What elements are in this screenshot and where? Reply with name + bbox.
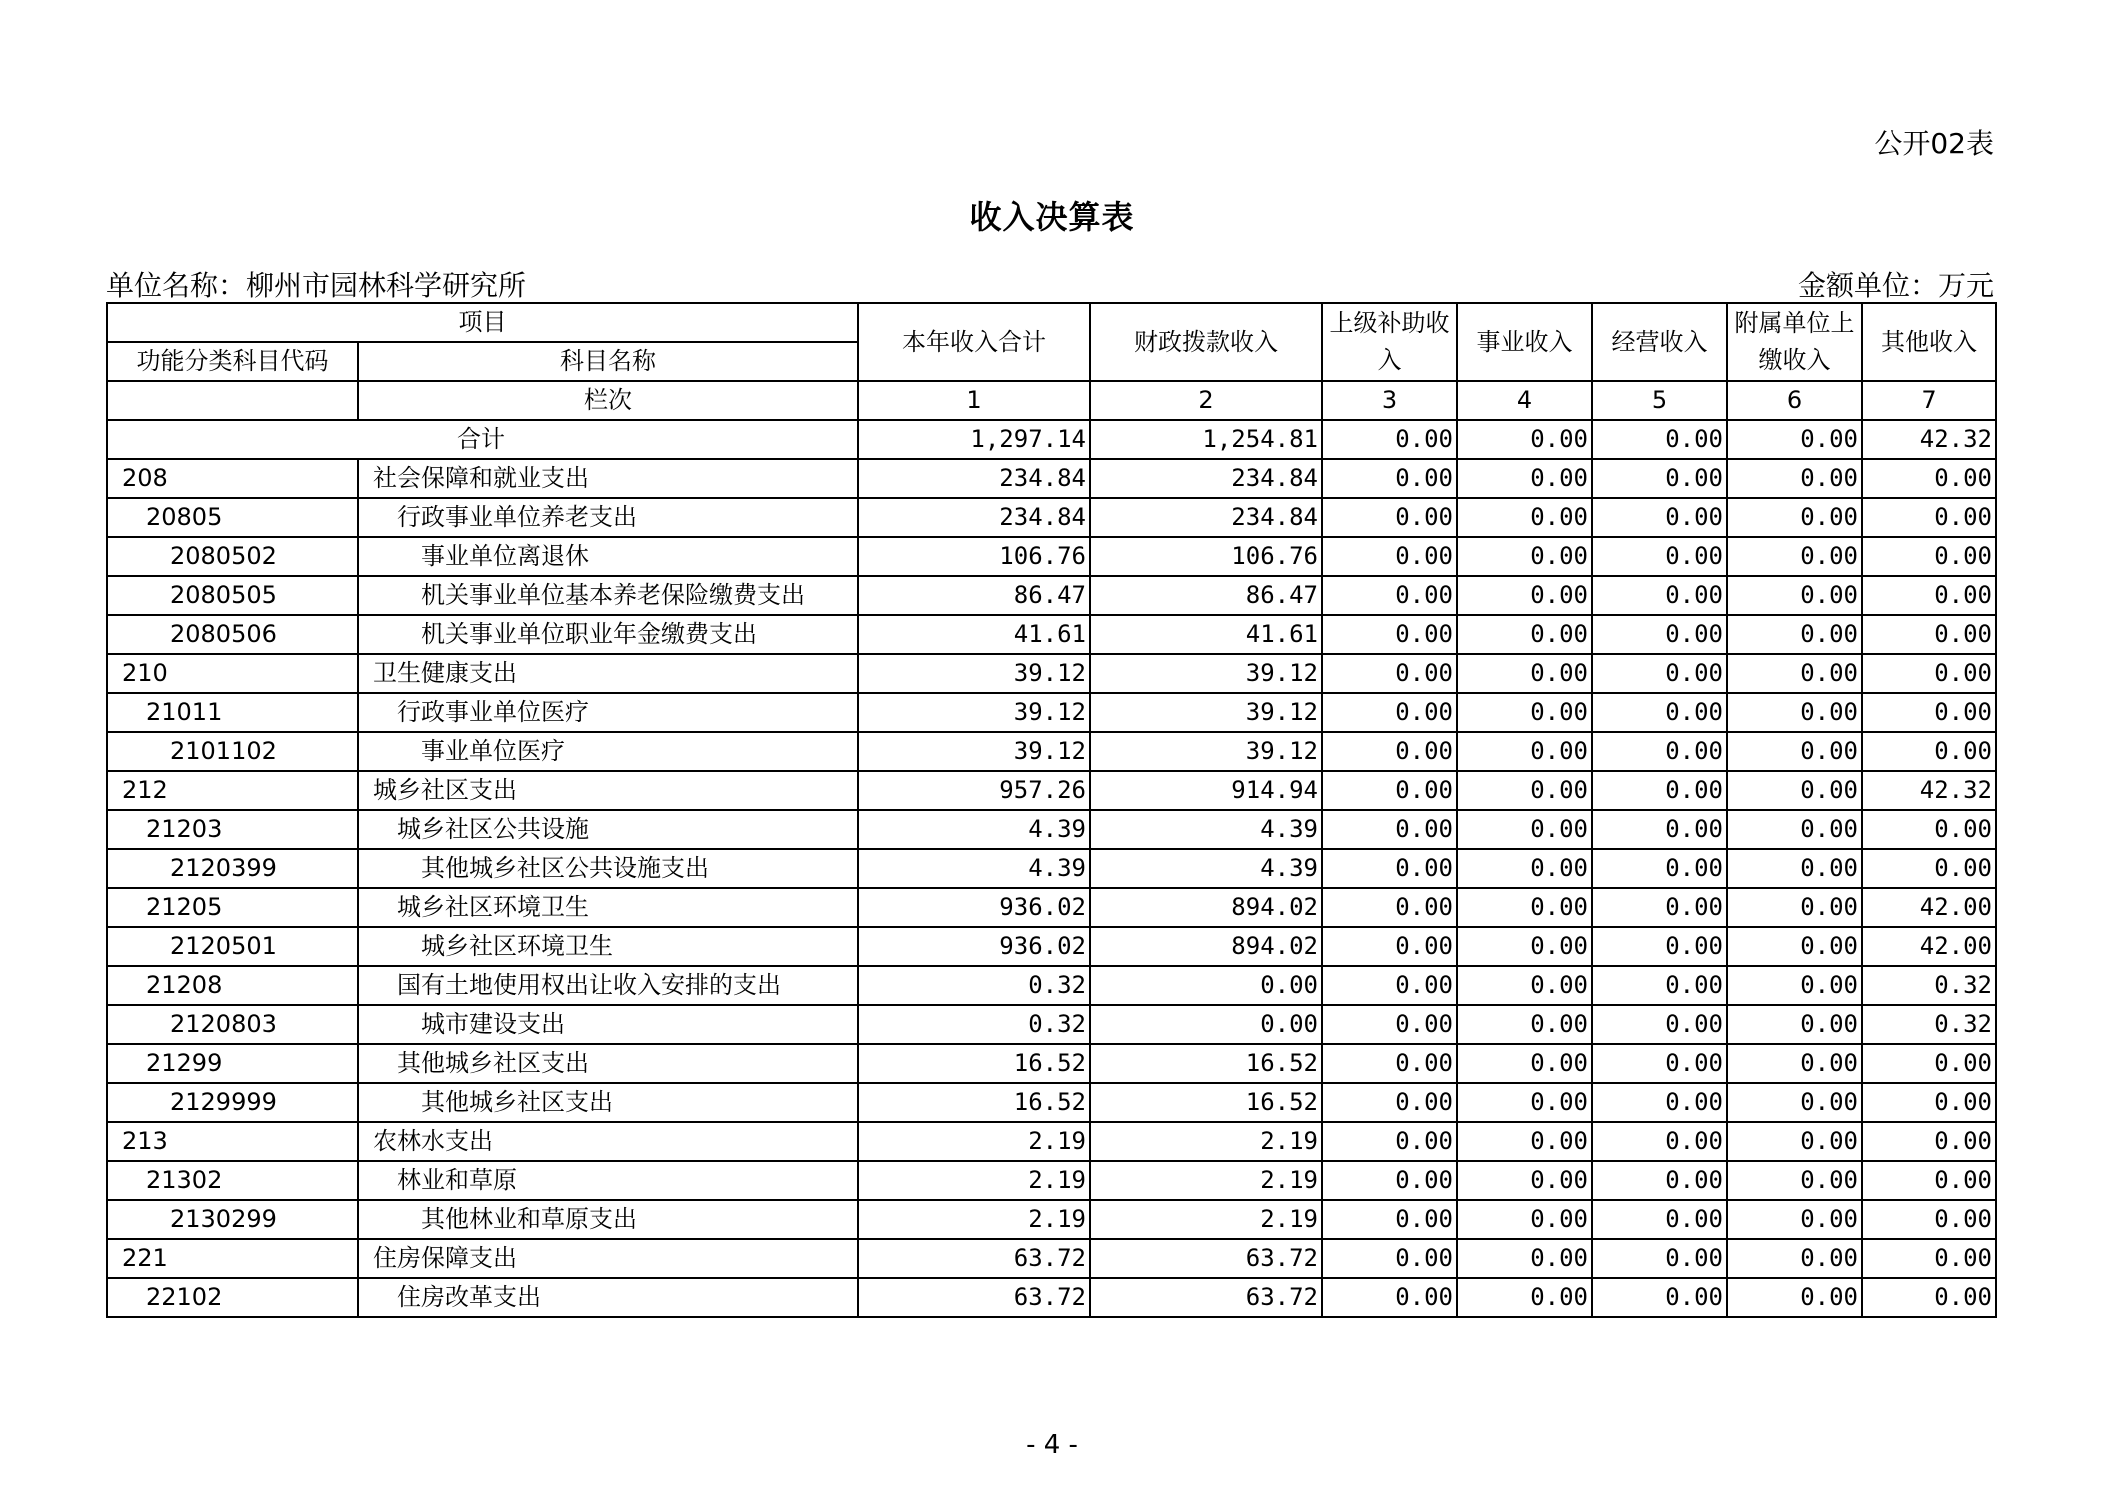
amount-cell: 0.32: [858, 966, 1090, 1005]
amount-cell: 0.00: [1457, 498, 1592, 537]
amount-cell: 0.00: [1457, 927, 1592, 966]
subject-code: 212: [107, 771, 358, 810]
amount-cell: 0.00: [1457, 888, 1592, 927]
amount-cell: 0.00: [1592, 1083, 1727, 1122]
total-value: 0.00: [1592, 420, 1727, 459]
amount-cell: 39.12: [858, 732, 1090, 771]
total-value: 1,254.81: [1090, 420, 1322, 459]
amount-cell: 0.00: [1727, 732, 1862, 771]
amount-cell: 894.02: [1090, 927, 1322, 966]
amount-cell: 86.47: [858, 576, 1090, 615]
amount-cell: 0.00: [1322, 576, 1457, 615]
amount-cell: 4.39: [858, 810, 1090, 849]
amount-cell: 0.00: [1322, 1005, 1457, 1044]
header-business: 事业收入: [1457, 303, 1592, 381]
amount-unit: 金额单位：万元: [1797, 269, 1994, 302]
subject-code: 2129999: [107, 1083, 358, 1122]
total-label: 合计: [107, 420, 858, 459]
amount-cell: 16.52: [1090, 1044, 1322, 1083]
table-row: [107, 927, 1996, 966]
amount-cell: 0.00: [1862, 498, 1996, 537]
subject-code: 2120501: [107, 927, 358, 966]
amount-cell: 0.00: [1322, 1161, 1457, 1200]
header-num: 1: [858, 381, 1090, 420]
amount-cell: 0.00: [1862, 1200, 1996, 1239]
amount-cell: 0.00: [1457, 810, 1592, 849]
amount-cell: 0.00: [1457, 1239, 1592, 1278]
subject-name: 国有土地使用权出让收入安排的支出: [358, 966, 858, 1005]
table-row: [107, 849, 1996, 888]
amount-cell: 0.00: [1592, 771, 1727, 810]
amount-cell: 0.00: [1457, 1200, 1592, 1239]
subject-code: 221: [107, 1239, 358, 1278]
amount-cell: 0.00: [1727, 654, 1862, 693]
amount-cell: 936.02: [858, 927, 1090, 966]
header-superior: 上级补助收入: [1322, 303, 1457, 381]
total-value: 1,297.14: [858, 420, 1090, 459]
amount-cell: 0.00: [1457, 1005, 1592, 1044]
amount-cell: 0.00: [1457, 654, 1592, 693]
amount-cell: 0.00: [1862, 1161, 1996, 1200]
income-table: [106, 302, 1997, 1318]
table-row: [107, 966, 1996, 1005]
total-value: 42.32: [1862, 420, 1996, 459]
subject-code: 208: [107, 459, 358, 498]
amount-cell: 936.02: [858, 888, 1090, 927]
total-value: 0.00: [1457, 420, 1592, 459]
amount-cell: 234.84: [1090, 459, 1322, 498]
amount-cell: 0.00: [1592, 927, 1727, 966]
subject-code: 2101102: [107, 732, 358, 771]
table-row: [107, 537, 1996, 576]
amount-cell: 0.00: [1322, 810, 1457, 849]
amount-cell: 0.00: [1862, 654, 1996, 693]
amount-cell: 894.02: [1090, 888, 1322, 927]
table-row: [107, 1161, 1996, 1200]
subject-name: 城市建设支出: [358, 1005, 858, 1044]
subject-code: 2080505: [107, 576, 358, 615]
header-num: 2: [1090, 381, 1322, 420]
amount-cell: 0.00: [1457, 732, 1592, 771]
amount-cell: 0.00: [1592, 966, 1727, 1005]
amount-cell: 0.00: [1727, 1044, 1862, 1083]
subject-name: 城乡社区环境卫生: [358, 927, 858, 966]
amount-cell: 0.00: [1727, 1083, 1862, 1122]
amount-cell: 0.00: [1592, 615, 1727, 654]
amount-cell: 0.00: [1592, 1005, 1727, 1044]
amount-cell: 0.00: [1862, 1122, 1996, 1161]
amount-cell: 0.00: [1727, 966, 1862, 1005]
amount-cell: 0.00: [1090, 966, 1322, 1005]
header-fiscal: 财政拨款收入: [1090, 303, 1322, 381]
amount-cell: 63.72: [858, 1239, 1090, 1278]
amount-cell: 0.00: [1457, 576, 1592, 615]
subject-code: 20805: [107, 498, 358, 537]
amount-cell: 0.32: [858, 1005, 1090, 1044]
subject-name: 农林水支出: [358, 1122, 858, 1161]
amount-cell: 39.12: [858, 654, 1090, 693]
amount-cell: 2.19: [1090, 1200, 1322, 1239]
amount-cell: 0.00: [1322, 1200, 1457, 1239]
amount-cell: 16.52: [858, 1083, 1090, 1122]
amount-cell: 0.00: [1322, 1083, 1457, 1122]
subject-name: 事业单位医疗: [358, 732, 858, 771]
amount-cell: 0.00: [1457, 1044, 1592, 1083]
amount-cell: 0.00: [1727, 537, 1862, 576]
subject-code: 21011: [107, 693, 358, 732]
subject-code: 21208: [107, 966, 358, 1005]
amount-cell: 0.00: [1322, 1044, 1457, 1083]
amount-cell: 0.00: [1322, 771, 1457, 810]
amount-cell: 0.00: [1457, 537, 1592, 576]
page-title: 收入决算表: [969, 198, 1135, 236]
subject-code: 22102: [107, 1278, 358, 1317]
table-row: [107, 654, 1996, 693]
header-code: 功能分类科目代码: [107, 342, 358, 381]
amount-cell: 0.00: [1862, 459, 1996, 498]
amount-cell: 0.00: [1457, 693, 1592, 732]
subject-code: 21203: [107, 810, 358, 849]
subject-name: 住房保障支出: [358, 1239, 858, 1278]
unit-name: 单位名称：柳州市园林科学研究所: [106, 269, 527, 302]
amount-cell: 0.00: [1457, 1122, 1592, 1161]
table-row: [107, 771, 1996, 810]
amount-cell: 42.00: [1862, 927, 1996, 966]
amount-cell: 0.00: [1727, 459, 1862, 498]
form-number: 公开02表: [1874, 127, 1994, 160]
amount-cell: 2.19: [858, 1200, 1090, 1239]
subject-name: 行政事业单位医疗: [358, 693, 858, 732]
page-number: - 4 -: [1026, 1430, 1078, 1460]
header-affiliated: 附属单位上缴收入: [1727, 303, 1862, 381]
subject-code: 21299: [107, 1044, 358, 1083]
amount-cell: 0.00: [1862, 1083, 1996, 1122]
amount-cell: 0.00: [1592, 1044, 1727, 1083]
header-total-income: 本年收入合计: [858, 303, 1090, 381]
amount-cell: 0.00: [1727, 1200, 1862, 1239]
amount-cell: 0.00: [1322, 966, 1457, 1005]
subject-name: 行政事业单位养老支出: [358, 498, 858, 537]
table-row: [107, 888, 1996, 927]
amount-cell: 0.00: [1727, 498, 1862, 537]
table-row: [107, 459, 1996, 498]
subject-name: 其他城乡社区支出: [358, 1044, 858, 1083]
amount-cell: 0.00: [1592, 693, 1727, 732]
header-num: 5: [1592, 381, 1727, 420]
amount-cell: 16.52: [1090, 1083, 1322, 1122]
amount-cell: 957.26: [858, 771, 1090, 810]
amount-cell: 0.00: [1322, 732, 1457, 771]
subject-code: 210: [107, 654, 358, 693]
subject-code: 2120399: [107, 849, 358, 888]
amount-cell: 0.00: [1322, 537, 1457, 576]
table-row: [107, 1200, 1996, 1239]
subject-name: 机关事业单位基本养老保险缴费支出: [358, 576, 858, 615]
total-row: [107, 420, 1996, 459]
amount-cell: 41.61: [858, 615, 1090, 654]
amount-cell: 0.00: [1727, 849, 1862, 888]
header-col-order: 栏次: [358, 381, 858, 420]
amount-cell: 0.00: [1457, 615, 1592, 654]
amount-cell: 0.32: [1862, 966, 1996, 1005]
subject-name: 住房改革支出: [358, 1278, 858, 1317]
amount-cell: 39.12: [1090, 654, 1322, 693]
amount-cell: 914.94: [1090, 771, 1322, 810]
amount-cell: 0.00: [1592, 537, 1727, 576]
amount-cell: 0.00: [1322, 1278, 1457, 1317]
subject-name: 事业单位离退休: [358, 537, 858, 576]
header-name: 科目名称: [358, 342, 858, 381]
subject-code: 21302: [107, 1161, 358, 1200]
subject-name: 城乡社区环境卫生: [358, 888, 858, 927]
table-row: [107, 1278, 1996, 1317]
subject-code: 2130299: [107, 1200, 358, 1239]
header-blank: [107, 381, 358, 420]
header-operating: 经营收入: [1592, 303, 1727, 381]
amount-cell: 63.72: [858, 1278, 1090, 1317]
amount-cell: 4.39: [858, 849, 1090, 888]
table-row: [107, 1239, 1996, 1278]
subject-name: 机关事业单位职业年金缴费支出: [358, 615, 858, 654]
amount-cell: 0.00: [1322, 888, 1457, 927]
amount-cell: 0.00: [1592, 654, 1727, 693]
amount-cell: 0.00: [1592, 1161, 1727, 1200]
header-num: 4: [1457, 381, 1592, 420]
amount-cell: 0.00: [1727, 771, 1862, 810]
amount-cell: 0.00: [1592, 849, 1727, 888]
amount-cell: 0.00: [1862, 537, 1996, 576]
amount-cell: 0.00: [1592, 576, 1727, 615]
amount-cell: 0.00: [1592, 1278, 1727, 1317]
amount-cell: 0.00: [1727, 927, 1862, 966]
header-num: 7: [1862, 381, 1996, 420]
amount-cell: 0.00: [1727, 888, 1862, 927]
amount-cell: 0.00: [1322, 849, 1457, 888]
subject-name: 卫生健康支出: [358, 654, 858, 693]
table-row: [107, 1044, 1996, 1083]
subject-code: 213: [107, 1122, 358, 1161]
amount-cell: 0.00: [1727, 810, 1862, 849]
amount-cell: 0.00: [1457, 849, 1592, 888]
amount-cell: 234.84: [1090, 498, 1322, 537]
subject-code: 2080506: [107, 615, 358, 654]
table-row: [107, 693, 1996, 732]
amount-cell: 0.00: [1322, 1239, 1457, 1278]
amount-cell: 0.32: [1862, 1005, 1996, 1044]
table-row: [107, 576, 1996, 615]
table-row: [107, 810, 1996, 849]
table-row: [107, 1005, 1996, 1044]
amount-cell: 0.00: [1592, 732, 1727, 771]
subject-name: 其他林业和草原支出: [358, 1200, 858, 1239]
amount-cell: 39.12: [1090, 732, 1322, 771]
amount-cell: 0.00: [1862, 1278, 1996, 1317]
subject-code: 2120803: [107, 1005, 358, 1044]
amount-cell: 63.72: [1090, 1239, 1322, 1278]
amount-cell: 0.00: [1592, 1122, 1727, 1161]
amount-cell: 4.39: [1090, 849, 1322, 888]
amount-cell: 234.84: [858, 498, 1090, 537]
table-row: [107, 1122, 1996, 1161]
amount-cell: 0.00: [1457, 459, 1592, 498]
amount-cell: 0.00: [1727, 576, 1862, 615]
amount-cell: 0.00: [1862, 693, 1996, 732]
amount-cell: 16.52: [858, 1044, 1090, 1083]
amount-cell: 0.00: [1457, 771, 1592, 810]
amount-cell: 0.00: [1862, 849, 1996, 888]
amount-cell: 0.00: [1322, 693, 1457, 732]
amount-cell: 0.00: [1727, 615, 1862, 654]
amount-cell: 86.47: [1090, 576, 1322, 615]
amount-cell: 0.00: [1862, 810, 1996, 849]
amount-cell: 0.00: [1727, 1278, 1862, 1317]
amount-cell: 41.61: [1090, 615, 1322, 654]
header-other: 其他收入: [1862, 303, 1996, 381]
amount-cell: 0.00: [1727, 1122, 1862, 1161]
header-num: 6: [1727, 381, 1862, 420]
subject-name: 其他城乡社区支出: [358, 1083, 858, 1122]
amount-cell: 0.00: [1592, 498, 1727, 537]
amount-cell: 0.00: [1457, 1083, 1592, 1122]
amount-cell: 0.00: [1727, 1005, 1862, 1044]
amount-cell: 0.00: [1862, 615, 1996, 654]
amount-cell: 0.00: [1457, 966, 1592, 1005]
amount-cell: 2.19: [1090, 1161, 1322, 1200]
table-row: [107, 1083, 1996, 1122]
amount-cell: 0.00: [1727, 1161, 1862, 1200]
amount-cell: 0.00: [1322, 927, 1457, 966]
amount-cell: 0.00: [1862, 1239, 1996, 1278]
amount-cell: 0.00: [1862, 1044, 1996, 1083]
amount-cell: 39.12: [1090, 693, 1322, 732]
subject-code: 21205: [107, 888, 358, 927]
amount-cell: 0.00: [1592, 1239, 1727, 1278]
amount-cell: 106.76: [1090, 537, 1322, 576]
table-row: [107, 732, 1996, 771]
amount-cell: 42.00: [1862, 888, 1996, 927]
subject-name: 城乡社区公共设施: [358, 810, 858, 849]
amount-cell: 0.00: [1322, 1122, 1457, 1161]
header-project: 项目: [107, 303, 858, 342]
amount-cell: 106.76: [858, 537, 1090, 576]
total-value: 0.00: [1322, 420, 1457, 459]
amount-cell: 2.19: [858, 1161, 1090, 1200]
amount-cell: 0.00: [1862, 576, 1996, 615]
amount-cell: 0.00: [1592, 888, 1727, 927]
amount-cell: 0.00: [1727, 1239, 1862, 1278]
amount-cell: 63.72: [1090, 1278, 1322, 1317]
amount-cell: 39.12: [858, 693, 1090, 732]
amount-cell: 0.00: [1322, 615, 1457, 654]
header-row-1: [107, 303, 1996, 342]
amount-cell: 0.00: [1592, 810, 1727, 849]
subject-name: 林业和草原: [358, 1161, 858, 1200]
total-value: 0.00: [1727, 420, 1862, 459]
amount-cell: 0.00: [1457, 1161, 1592, 1200]
subject-name: 其他城乡社区公共设施支出: [358, 849, 858, 888]
header-num: 3: [1322, 381, 1457, 420]
amount-cell: 2.19: [858, 1122, 1090, 1161]
subject-name: 城乡社区支出: [358, 771, 858, 810]
table-row: [107, 498, 1996, 537]
amount-cell: 0.00: [1862, 732, 1996, 771]
subject-name: 社会保障和就业支出: [358, 459, 858, 498]
header-row-numbers: [107, 381, 1996, 420]
amount-cell: 2.19: [1090, 1122, 1322, 1161]
table-row: [107, 615, 1996, 654]
subject-code: 2080502: [107, 537, 358, 576]
amount-cell: 0.00: [1727, 693, 1862, 732]
amount-cell: 4.39: [1090, 810, 1322, 849]
amount-cell: 42.32: [1862, 771, 1996, 810]
amount-cell: 0.00: [1592, 1200, 1727, 1239]
amount-cell: 0.00: [1592, 459, 1727, 498]
amount-cell: 0.00: [1322, 498, 1457, 537]
amount-cell: 0.00: [1322, 459, 1457, 498]
amount-cell: 234.84: [858, 459, 1090, 498]
amount-cell: 0.00: [1090, 1005, 1322, 1044]
amount-cell: 0.00: [1322, 654, 1457, 693]
amount-cell: 0.00: [1457, 1278, 1592, 1317]
